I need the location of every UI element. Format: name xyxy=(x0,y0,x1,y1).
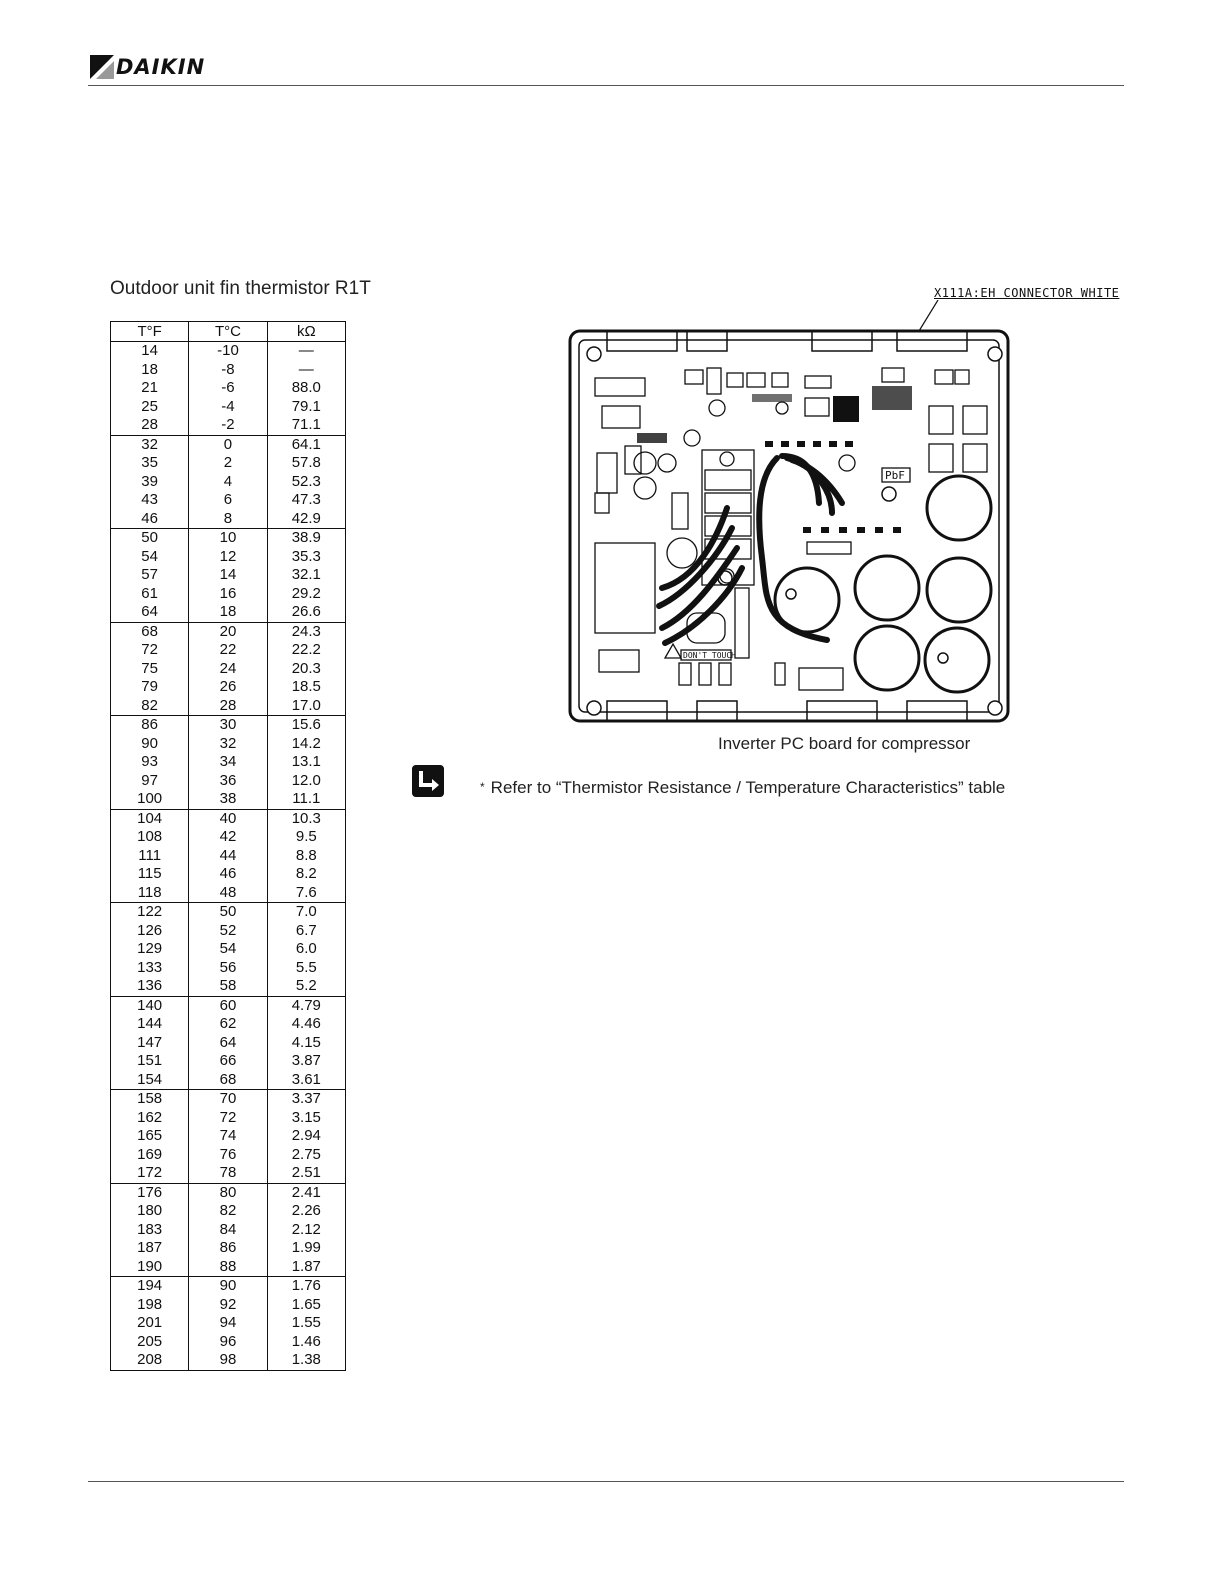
table-row xyxy=(111,361,346,380)
cell-celsius: 58 xyxy=(189,977,267,996)
table-row xyxy=(111,435,346,454)
cell-celsius: 44 xyxy=(189,847,267,866)
table-row xyxy=(111,996,346,1015)
table-row xyxy=(111,716,346,735)
cell-fahrenheit: 133 xyxy=(111,959,189,978)
cell-celsius: -6 xyxy=(189,379,267,398)
table-row xyxy=(111,529,346,548)
table-row xyxy=(111,1258,346,1277)
table-row xyxy=(111,585,346,604)
cell-resistance: 18.5 xyxy=(267,678,345,697)
cell-celsius: 92 xyxy=(189,1296,267,1315)
table-row xyxy=(111,1202,346,1221)
table-row xyxy=(111,660,346,679)
cell-fahrenheit: 46 xyxy=(111,510,189,529)
table-row xyxy=(111,922,346,941)
table-row xyxy=(111,1183,346,1202)
cell-resistance: 47.3 xyxy=(267,491,345,510)
cell-resistance: 1.76 xyxy=(267,1277,345,1296)
cell-fahrenheit: 21 xyxy=(111,379,189,398)
table-row xyxy=(111,566,346,585)
cell-celsius: 32 xyxy=(189,735,267,754)
table-row xyxy=(111,1164,346,1183)
cell-resistance: 2.41 xyxy=(267,1183,345,1202)
pbf-mark: PbF xyxy=(885,469,905,482)
cell-fahrenheit: 126 xyxy=(111,922,189,941)
cell-celsius: 68 xyxy=(189,1071,267,1090)
cell-fahrenheit: 108 xyxy=(111,828,189,847)
reference-note xyxy=(480,778,1005,798)
cell-resistance: 1.65 xyxy=(267,1296,345,1315)
table-row xyxy=(111,622,346,641)
table-row xyxy=(111,903,346,922)
cell-resistance: 29.2 xyxy=(267,585,345,604)
cell-fahrenheit: 154 xyxy=(111,1071,189,1090)
cell-resistance: 15.6 xyxy=(267,716,345,735)
cell-celsius: 46 xyxy=(189,865,267,884)
cell-celsius: 34 xyxy=(189,753,267,772)
cell-resistance: 35.3 xyxy=(267,548,345,567)
inverter-pc-board-image xyxy=(567,328,1011,724)
daikin-logo xyxy=(88,52,205,82)
cell-celsius: 36 xyxy=(189,772,267,791)
table-row xyxy=(111,491,346,510)
cell-celsius: 20 xyxy=(189,622,267,641)
cell-fahrenheit: 43 xyxy=(111,491,189,510)
cell-celsius: 28 xyxy=(189,697,267,716)
cell-celsius: 22 xyxy=(189,641,267,660)
cell-fahrenheit: 97 xyxy=(111,772,189,791)
header-divider xyxy=(88,85,1124,86)
cell-fahrenheit: 75 xyxy=(111,660,189,679)
table-row xyxy=(111,1239,346,1258)
table-row xyxy=(111,398,346,417)
cell-resistance: — xyxy=(267,361,345,380)
cell-celsius: 6 xyxy=(189,491,267,510)
cell-resistance: 22.2 xyxy=(267,641,345,660)
cell-celsius: 52 xyxy=(189,922,267,941)
cell-resistance: 3.61 xyxy=(267,1071,345,1090)
column-header-celsius: T°C xyxy=(189,322,267,342)
cell-celsius: 86 xyxy=(189,1239,267,1258)
table-row xyxy=(111,940,346,959)
cell-resistance: 1.46 xyxy=(267,1333,345,1352)
cell-fahrenheit: 93 xyxy=(111,753,189,772)
cell-resistance: 10.3 xyxy=(267,809,345,828)
cell-celsius: 60 xyxy=(189,996,267,1015)
cell-fahrenheit: 158 xyxy=(111,1090,189,1109)
cell-celsius: 42 xyxy=(189,828,267,847)
cell-resistance: 4.46 xyxy=(267,1015,345,1034)
cell-fahrenheit: 201 xyxy=(111,1314,189,1333)
cell-resistance: 3.15 xyxy=(267,1109,345,1128)
cell-fahrenheit: 64 xyxy=(111,603,189,622)
cell-resistance: 38.9 xyxy=(267,529,345,548)
cell-fahrenheit: 147 xyxy=(111,1034,189,1053)
cell-resistance: 64.1 xyxy=(267,435,345,454)
table-row xyxy=(111,790,346,809)
connector-label: X111A:EH CONNECTOR WHITE xyxy=(934,286,1120,300)
table-title: Outdoor unit fin thermistor R1T xyxy=(110,278,371,299)
cell-resistance: 1.38 xyxy=(267,1351,345,1370)
table-row xyxy=(111,342,346,361)
cell-resistance: 4.79 xyxy=(267,996,345,1015)
cell-celsius: 84 xyxy=(189,1221,267,1240)
cell-celsius: 76 xyxy=(189,1146,267,1165)
cell-fahrenheit: 14 xyxy=(111,342,189,361)
cell-celsius: 94 xyxy=(189,1314,267,1333)
cell-fahrenheit: 118 xyxy=(111,884,189,903)
cell-resistance: 13.1 xyxy=(267,753,345,772)
table-row xyxy=(111,1015,346,1034)
footer-divider xyxy=(88,1481,1124,1482)
reference-arrow-icon xyxy=(412,765,444,797)
cell-resistance: 71.1 xyxy=(267,416,345,435)
cell-celsius: 16 xyxy=(189,585,267,604)
cell-celsius: 24 xyxy=(189,660,267,679)
cell-resistance: 8.8 xyxy=(267,847,345,866)
cell-fahrenheit: 82 xyxy=(111,697,189,716)
cell-fahrenheit: 190 xyxy=(111,1258,189,1277)
cell-resistance: 14.2 xyxy=(267,735,345,754)
cell-celsius: 50 xyxy=(189,903,267,922)
cell-fahrenheit: 32 xyxy=(111,435,189,454)
cell-fahrenheit: 183 xyxy=(111,1221,189,1240)
table-row xyxy=(111,379,346,398)
cell-resistance: 1.87 xyxy=(267,1258,345,1277)
cell-resistance: 9.5 xyxy=(267,828,345,847)
cell-fahrenheit: 50 xyxy=(111,529,189,548)
cell-fahrenheit: 18 xyxy=(111,361,189,380)
cell-resistance: 20.3 xyxy=(267,660,345,679)
cell-resistance: 32.1 xyxy=(267,566,345,585)
cell-resistance: 24.3 xyxy=(267,622,345,641)
cell-resistance: 79.1 xyxy=(267,398,345,417)
dont-touch-label: DON'T TOUCH xyxy=(683,651,736,660)
cell-resistance: 3.37 xyxy=(267,1090,345,1109)
cell-celsius: 56 xyxy=(189,959,267,978)
cell-resistance: 26.6 xyxy=(267,603,345,622)
cell-celsius: 40 xyxy=(189,809,267,828)
column-header-resistance: kΩ xyxy=(267,322,345,342)
table-row xyxy=(111,1221,346,1240)
cell-fahrenheit: 57 xyxy=(111,566,189,585)
table-row xyxy=(111,697,346,716)
cell-resistance: 11.1 xyxy=(267,790,345,809)
table-row xyxy=(111,828,346,847)
cell-fahrenheit: 144 xyxy=(111,1015,189,1034)
table-row xyxy=(111,753,346,772)
table-row xyxy=(111,548,346,567)
cell-celsius: 10 xyxy=(189,529,267,548)
cell-celsius: 64 xyxy=(189,1034,267,1053)
cell-resistance: 2.26 xyxy=(267,1202,345,1221)
cell-celsius: 74 xyxy=(189,1127,267,1146)
cell-resistance: 1.99 xyxy=(267,1239,345,1258)
cell-celsius: 38 xyxy=(189,790,267,809)
cell-fahrenheit: 111 xyxy=(111,847,189,866)
cell-fahrenheit: 208 xyxy=(111,1351,189,1370)
table-row xyxy=(111,1277,346,1296)
cell-resistance: 2.75 xyxy=(267,1146,345,1165)
table-row xyxy=(111,809,346,828)
cell-celsius: 26 xyxy=(189,678,267,697)
cell-resistance: 4.15 xyxy=(267,1034,345,1053)
cell-fahrenheit: 90 xyxy=(111,735,189,754)
cell-celsius: 0 xyxy=(189,435,267,454)
cell-resistance: 6.0 xyxy=(267,940,345,959)
cell-resistance: 42.9 xyxy=(267,510,345,529)
table-row xyxy=(111,1296,346,1315)
daikin-logo-mark-icon xyxy=(88,53,114,81)
table-row xyxy=(111,1333,346,1352)
cell-resistance: 6.7 xyxy=(267,922,345,941)
table-row xyxy=(111,884,346,903)
cell-fahrenheit: 61 xyxy=(111,585,189,604)
cell-celsius: -8 xyxy=(189,361,267,380)
cell-celsius: 72 xyxy=(189,1109,267,1128)
cell-resistance: 5.2 xyxy=(267,977,345,996)
table-row xyxy=(111,1034,346,1053)
cell-resistance: 52.3 xyxy=(267,473,345,492)
cell-fahrenheit: 79 xyxy=(111,678,189,697)
cell-fahrenheit: 151 xyxy=(111,1052,189,1071)
cell-fahrenheit: 187 xyxy=(111,1239,189,1258)
cell-fahrenheit: 25 xyxy=(111,398,189,417)
cell-fahrenheit: 194 xyxy=(111,1277,189,1296)
cell-celsius: 90 xyxy=(189,1277,267,1296)
table-row xyxy=(111,847,346,866)
table-row xyxy=(111,1052,346,1071)
cell-fahrenheit: 68 xyxy=(111,622,189,641)
cell-fahrenheit: 140 xyxy=(111,996,189,1015)
cell-resistance: 7.6 xyxy=(267,884,345,903)
cell-fahrenheit: 198 xyxy=(111,1296,189,1315)
cell-celsius: -2 xyxy=(189,416,267,435)
cell-resistance: 88.0 xyxy=(267,379,345,398)
table-row xyxy=(111,473,346,492)
cell-resistance: 2.94 xyxy=(267,1127,345,1146)
cell-celsius: 66 xyxy=(189,1052,267,1071)
cell-celsius: 2 xyxy=(189,454,267,473)
cell-fahrenheit: 162 xyxy=(111,1109,189,1128)
cell-celsius: 48 xyxy=(189,884,267,903)
cell-fahrenheit: 39 xyxy=(111,473,189,492)
table-row xyxy=(111,1090,346,1109)
cell-celsius: 70 xyxy=(189,1090,267,1109)
cell-celsius: 80 xyxy=(189,1183,267,1202)
cell-celsius: 88 xyxy=(189,1258,267,1277)
cell-fahrenheit: 100 xyxy=(111,790,189,809)
cell-fahrenheit: 172 xyxy=(111,1164,189,1183)
cell-resistance: 7.0 xyxy=(267,903,345,922)
table-row xyxy=(111,603,346,622)
cell-resistance: 12.0 xyxy=(267,772,345,791)
cell-fahrenheit: 122 xyxy=(111,903,189,922)
table-row xyxy=(111,641,346,660)
reference-note-text: Refer to “Thermistor Resistance / Temperature Characteristics” table xyxy=(490,778,1006,797)
cell-fahrenheit: 136 xyxy=(111,977,189,996)
cell-resistance: 8.2 xyxy=(267,865,345,884)
thermistor-table xyxy=(110,321,346,1371)
cell-fahrenheit: 129 xyxy=(111,940,189,959)
table-row xyxy=(111,772,346,791)
cell-celsius: 78 xyxy=(189,1164,267,1183)
cell-resistance: 2.12 xyxy=(267,1221,345,1240)
table-row xyxy=(111,678,346,697)
cell-fahrenheit: 169 xyxy=(111,1146,189,1165)
cell-celsius: 8 xyxy=(189,510,267,529)
cell-resistance: 1.55 xyxy=(267,1314,345,1333)
cell-fahrenheit: 165 xyxy=(111,1127,189,1146)
cell-resistance: — xyxy=(267,342,345,361)
table-header-row xyxy=(111,322,346,342)
table-row xyxy=(111,1146,346,1165)
cell-celsius: 30 xyxy=(189,716,267,735)
table-row xyxy=(111,977,346,996)
cell-celsius: 82 xyxy=(189,1202,267,1221)
table-row xyxy=(111,510,346,529)
table-row xyxy=(111,959,346,978)
column-header-fahrenheit: T°F xyxy=(111,322,189,342)
cell-celsius: 18 xyxy=(189,603,267,622)
cell-celsius: 4 xyxy=(189,473,267,492)
table-row xyxy=(111,416,346,435)
cell-celsius: 62 xyxy=(189,1015,267,1034)
cell-resistance: 17.0 xyxy=(267,697,345,716)
cell-fahrenheit: 35 xyxy=(111,454,189,473)
cell-celsius: 98 xyxy=(189,1351,267,1370)
cell-resistance: 2.51 xyxy=(267,1164,345,1183)
cell-fahrenheit: 205 xyxy=(111,1333,189,1352)
cell-fahrenheit: 86 xyxy=(111,716,189,735)
cell-resistance: 5.5 xyxy=(267,959,345,978)
table-row xyxy=(111,735,346,754)
cell-fahrenheit: 54 xyxy=(111,548,189,567)
brand-name: DAIKIN xyxy=(116,55,206,79)
cell-celsius: -10 xyxy=(189,342,267,361)
cell-celsius: -4 xyxy=(189,398,267,417)
cell-fahrenheit: 115 xyxy=(111,865,189,884)
cell-celsius: 96 xyxy=(189,1333,267,1352)
cell-resistance: 3.87 xyxy=(267,1052,345,1071)
table-row xyxy=(111,1071,346,1090)
table-row xyxy=(111,865,346,884)
table-row xyxy=(111,454,346,473)
cell-celsius: 12 xyxy=(189,548,267,567)
table-row xyxy=(111,1109,346,1128)
table-row xyxy=(111,1127,346,1146)
reference-asterisk: * xyxy=(480,780,485,794)
cell-fahrenheit: 28 xyxy=(111,416,189,435)
table-row xyxy=(111,1351,346,1370)
cell-celsius: 54 xyxy=(189,940,267,959)
board-caption: Inverter PC board for compressor xyxy=(718,734,971,753)
cell-fahrenheit: 180 xyxy=(111,1202,189,1221)
cell-resistance: 57.8 xyxy=(267,454,345,473)
pc-board-drawing xyxy=(567,328,1011,724)
table-row xyxy=(111,1314,346,1333)
cell-celsius: 14 xyxy=(189,566,267,585)
cell-fahrenheit: 176 xyxy=(111,1183,189,1202)
cell-fahrenheit: 72 xyxy=(111,641,189,660)
cell-fahrenheit: 104 xyxy=(111,809,189,828)
table-body xyxy=(111,342,346,1371)
